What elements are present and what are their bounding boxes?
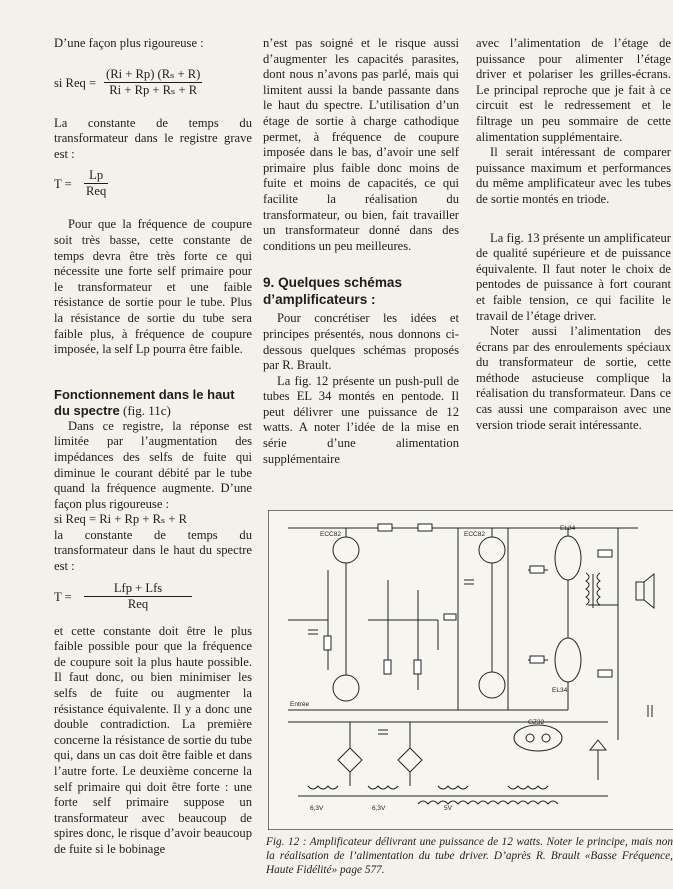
- fraction-numerator: (Ri + Rp) (Rₛ + R): [106, 66, 201, 81]
- section-heading: 9. Quelques schémas d’amplificateurs :: [263, 275, 403, 308]
- paragraph: et cette constante doit être le plus faible possible pour que la fréquence de coupure soit la plus haute possible. Il faut donc, ou bien minimiser les selfs de fuite ou augmenter la résistance équivalente. Il y a donc une double contradiction. La première concerne la résistance de sortie du tube qui, dans un cas doit être faible et dans l’autre forte. Le deuxième concerne la self primaire qui doit être forte : une forte self primaire suppose un transformateur avec beaucoup de spires donc, le risque d’avoir beaucoup de fuite si le bobinage: [54, 623, 252, 856]
- paragraph: Pour que la fréquence de coupure soit très basse, cette constante de temps devra être très forte ce qui nécessite une forte self primaire pour le transformateur et une faible résistance de sortie pour le tube. Plus la résistance de sortie du tube sera faible plus, à fréquence de coupure imposée, la self Lp pourra être faible.: [54, 217, 252, 357]
- fraction-numerator: Lfp + Lfs: [84, 581, 192, 597]
- input-label: Entrée: [290, 701, 310, 708]
- equation-time-constant-bass: [54, 168, 252, 202]
- fraction-denominator: Ri + Rp + Rₛ + R: [109, 82, 198, 97]
- paragraph: n’est pas soigné et le risque aussi d’augmenter les capacités parasites, dont nous n’avons pas parlé, mais qui limitent aussi la bande passante dans le haut du spectre. L’utilisation d’un étage de sortie à charge cathodique permet, à fréquence de coupure imposée dans le bas, d’avoir une self primaire plus faible donc moins de fuite et moins de capacités, ce qui facilite la réalisation du transformateur, ou bien, fait travailler un transformateur donné dans des conditions un peu meilleures.: [263, 36, 459, 253]
- fraction: [104, 67, 202, 98]
- fraction-denominator: Req: [86, 184, 107, 199]
- heading-text: Fonctionnement dans le haut du spectre: [54, 386, 235, 418]
- paragraph: avec l’alimentation de l’étage de puissance pour alimenter l’étage driver et polariser les grilles-écrans. Le principal reproche que je fait à ce circuit est le redressement et le filtrage un peu sommaire de cette alimentation supplémentaire.: [476, 36, 671, 144]
- section-heading: [54, 387, 252, 419]
- paragraph: Noter aussi l’alimentation des écrans par des enroulements spéciaux du transformateur de sortie, cette méthode astucieuse complique la réalisation du transformateur. Dans ce cas aussi une comparaison avec une version triode serait intéressante.: [476, 324, 671, 432]
- equation-lhs: T =: [54, 177, 72, 192]
- fraction-numerator: Lp: [84, 168, 108, 184]
- tube-label: ECC82: [320, 531, 341, 538]
- paragraph: Il serait intéressant de comparer puissance maximum et performances du même amplificateur avec les tubes de sortie montés en triode.: [476, 145, 671, 206]
- paragraph: la constante de temps du transformateur dans le haut du spectre est :: [54, 527, 252, 574]
- column-3: [476, 36, 671, 433]
- column-2: [263, 36, 459, 467]
- winding-label: 6,3V: [310, 805, 324, 812]
- equation-lhs: si Req =: [54, 75, 97, 90]
- equation-req-bass: [54, 67, 252, 101]
- paragraph: Pour concrétiser les idées et principes présentés, nous donnons ci-dessous quelques schémas proposés par R. Brault.: [263, 311, 459, 373]
- schematic-figure: [268, 510, 673, 830]
- paragraph: D’une façon plus rigoureuse :: [54, 36, 204, 50]
- fraction-denominator: Req: [127, 596, 149, 611]
- figure-reference: (fig. 11c): [119, 402, 171, 418]
- winding-label: 6,3V: [372, 805, 386, 812]
- tube-label: EL34: [560, 525, 576, 532]
- tube-label: GZ32: [528, 719, 545, 726]
- winding-label: 5V: [444, 805, 452, 812]
- paragraph: La fig. 13 présente un amplificateur de qualité supérieure et de puissance équivalente. Il faut noter le choix de pentodes de puissance à fort courant et faible tension, ce qui facilite le travail de l’étage driver.: [476, 230, 671, 323]
- fraction: [84, 168, 108, 199]
- equation-req-treble: si Req = Ri + Rp + Rₛ + R: [54, 512, 188, 527]
- equation-lhs: T =: [54, 589, 72, 604]
- tube-label: EL34: [552, 687, 568, 694]
- paragraph: Dans ce registre, la réponse est limitée par l’augmentation des impédances des selfs de fuite qui diminue le courant débité par le tube quand la fréquence augmente. D’une façon plus rigoureuse :: [54, 418, 252, 511]
- equation-time-constant-treble: [54, 581, 252, 615]
- fraction: [84, 581, 192, 612]
- figure-caption: Fig. 12 : Amplificateur délivrant une puissance de 12 watts. Noter le principe, mais non la réalisation de l’alimentation du tube driver. D’après R. Brault «Basse Fréquence, Haute Fidélité» page 577.: [266, 836, 673, 876]
- paragraph: La constante de temps du transformateur dans le registre grave est :: [54, 115, 252, 161]
- tube-label: ECC82: [464, 531, 485, 538]
- column-1: [54, 36, 252, 858]
- amplifier-schematic: [268, 510, 673, 830]
- paragraph: La fig. 12 présente un push-pull de tubes EL 34 montés en pentode. Il peut délivrer une puissance de 12 watts. A noter l’idée de la mise en série d’une alimentation supplémentaire: [263, 373, 459, 466]
